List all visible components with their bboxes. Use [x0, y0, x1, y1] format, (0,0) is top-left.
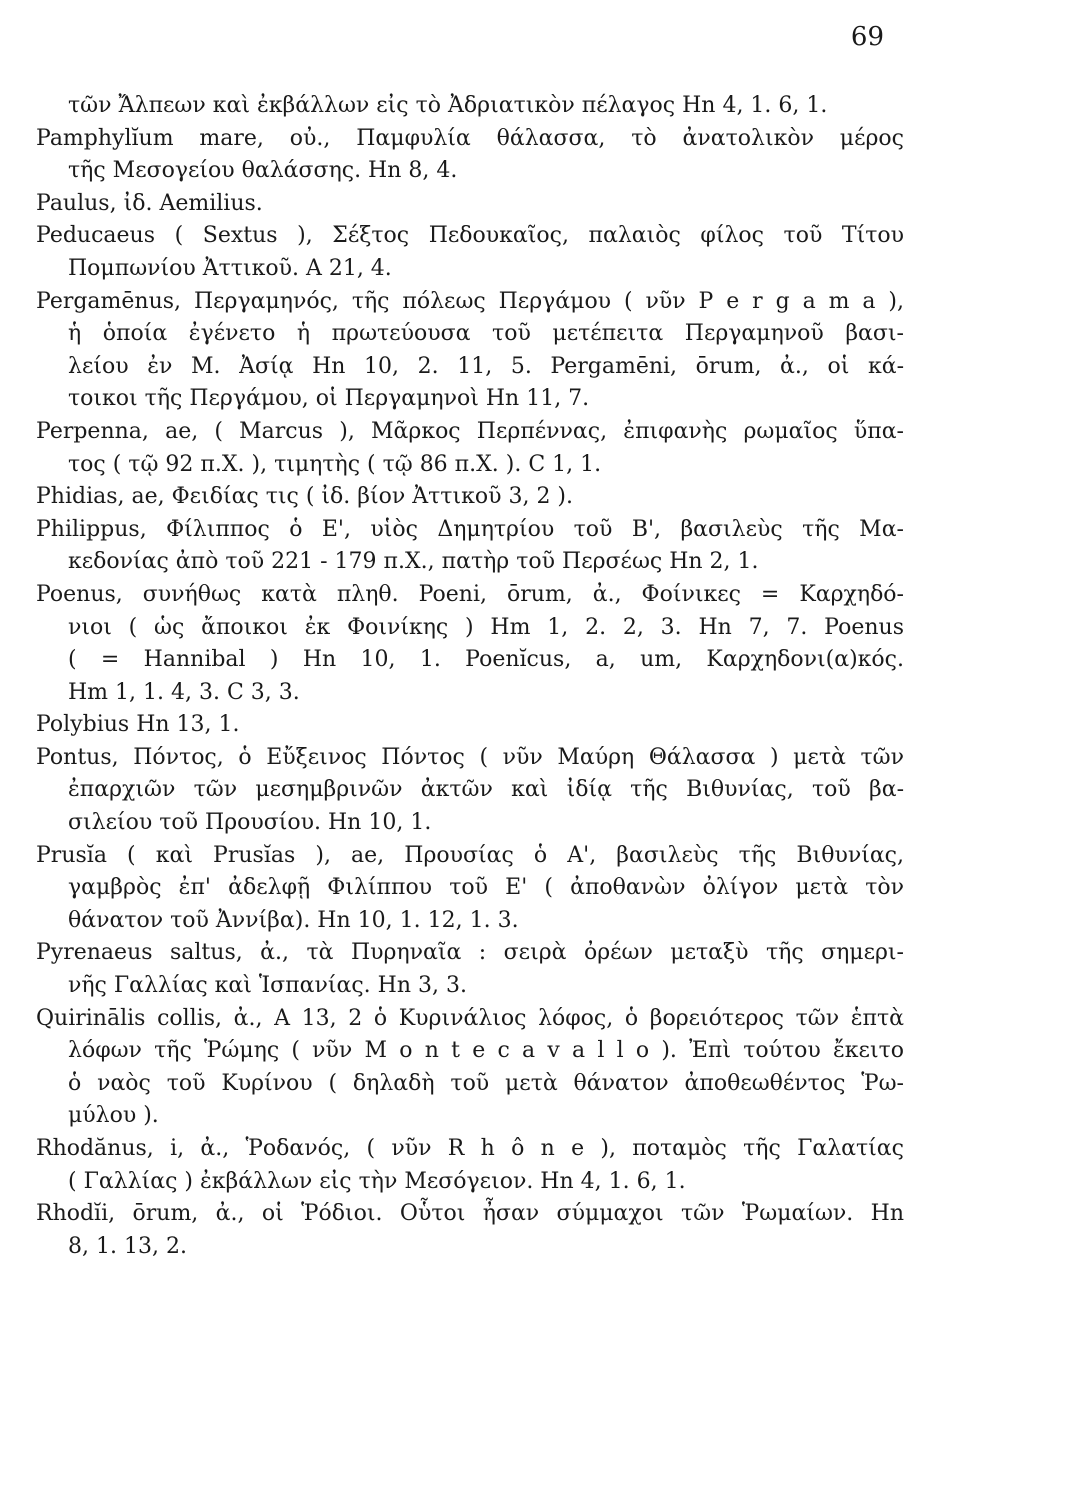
text-line: σιλείου τοῦ Προυσίου. Ηn 10, 1.: [68, 810, 432, 836]
page-number: 69: [850, 22, 884, 52]
text-line: Phidias, ae, Φειδίας τις ( ἰδ. βίον Ἀττικοῦ 3, 2 ).: [36, 484, 574, 510]
text-line: Polybius Ηn 13, 1.: [36, 712, 240, 738]
text-line: τοικοι τῆς Περγάμου, οἱ Περγαμηνοὶ Ηn 11, 7.: [68, 386, 590, 412]
text-line: Pyrenaeus saltus, ἀ., τὰ Πυρηναῖα : σειρὰ ὀρέων μεταξὺ τῆς σημερι-: [36, 940, 904, 966]
text-line: θάνατον τοῦ Ἀννίβα). Ηn 10, 1. 12, 1. 3.: [68, 907, 519, 933]
text-line: Pamphylĭum mare, οὐ., Παμφυλία θάλασσα, τὸ ἀνατολικὸν μέρος: [36, 125, 904, 151]
text-line: Ηm 1, 1. 4, 3. C 3, 3.: [68, 679, 300, 705]
text-line: ( Γαλλίας ) ἐκβάλλων εἰς τὴν Μεσόγειον. Ηn 4, 1. 6, 1.: [68, 1168, 686, 1194]
text-line: Prusĭa ( καὶ Prusĭas ), ae, Προυσίας ὁ Α', βασιλεὺς τῆς Βιθυνίας,: [36, 842, 904, 868]
text-line: Rhodĭi, ōrum, ἀ., οἱ Ῥόδιοι. Οὗτοι ἦσαν σύμμαχοι τῶν Ῥωμαίων. Ηn: [36, 1201, 904, 1227]
text-line: Poenus, συνήθως κατὰ πληθ. Poeni, ōrum, ἀ., Φοίνικες = Καρχηδό-: [36, 581, 904, 607]
text-line: Pontus, Πόντος, ὁ Εὔξεινος Πόντος ( νῦν Μαύρη Θάλασσα ) μετὰ τῶν: [36, 744, 904, 770]
text-line: λείου ἐν Μ. Ἀσίᾳ Ηn 10, 2. 11, 5. Pergamēni, ōrum, ἀ., οἱ κά-: [68, 353, 904, 379]
text-line: Perpenna, ae, ( Marcus ), Μᾶρκος Περπέννας, ἐπιφανὴς ρωμαῖος ὕπα-: [36, 418, 904, 444]
text-line: ἐπαρχιῶν τῶν μεσημβρινῶν ἀκτῶν καὶ ἰδίᾳ τῆς Βιθυνίας, τοῦ βα-: [68, 777, 904, 803]
text-line: γαμβρὸς ἐπ' ἀδελφῇ Φιλίππου τοῦ Ε' ( ἀποθανὼν ὀλίγον μετὰ τὸν: [68, 875, 904, 901]
text-line: νιοι ( ὡς ἄποικοι ἐκ Φοινίκης ) Ηm 1, 2. 2, 3. Ηn 7, 7. Poenus: [68, 614, 904, 640]
text-line: μύλου ).: [68, 1103, 159, 1129]
text-line: τῶν Ἄλπεων καὶ ἐκβάλλων εἰς τὸ Ἀδριατικὸν πέλαγος Ηn 4, 1. 6, 1.: [68, 93, 828, 118]
text-line: κεδονίας ἀπὸ τοῦ 221 - 179 π.Χ., πατὴρ τοῦ Περσέως Ηn 2, 1.: [68, 549, 759, 575]
text-line: Rhodănus, i, ἀ., Ῥοδανός, ( νῦν R h ô n e ), ποταμὸς τῆς Γαλατίας: [36, 1136, 904, 1161]
text-line: νῆς Γαλλίας καὶ Ἱσπανίας. Ηn 3, 3.: [68, 973, 467, 999]
text-line: Paulus, ἰδ. Aemilius.: [36, 190, 263, 216]
text-line: Πομπωνίου Ἀττικοῦ. Α 21, 4.: [68, 255, 392, 281]
text-line: ( = Hannibal ) Ηn 10, 1. Poenĭcus, a, um, Καρχηδονι(α)κός.: [68, 647, 904, 673]
text-line: Philippus, Φίλιππος ὁ Ε', υἱὸς Δημητρίου τοῦ Β', βασιλεὺς τῆς Μα-: [36, 516, 904, 542]
text-line: τῆς Μεσογείου θαλάσσης. Ηn 8, 4.: [68, 158, 458, 184]
text-line: τος ( τῷ 92 π.Χ. ), τιμητὴς ( τῷ 86 π.Χ. ). C 1, 1.: [68, 451, 602, 477]
glossary-entries: [36, 90, 904, 1263]
text-line: Quirinālis collis, ἀ., A 13, 2 ὁ Κυρινάλιος λόφος, ὁ βορειότερος τῶν ἑπτὰ: [36, 1005, 904, 1031]
text-line: Pergamēnus, Περγαμηνός, τῆς πόλεως Περγάμου ( νῦν P e r g a m a ),: [36, 288, 904, 314]
text-line: 8, 1. 13, 2.: [68, 1233, 187, 1259]
text-line: Peducaeus ( Sextus ), Σέξτος Πεδουκαῖος, παλαιὸς φίλος τοῦ Τίτου: [36, 223, 904, 249]
text-line: ἡ ὁποία ἐγένετο ἡ πρωτεύουσα τοῦ μετέπειτα Περγαμηνοῦ βασι-: [68, 321, 904, 347]
text-line: λόφων τῆς Ῥώμης ( νῦν M o n t e c a v a l l o ). Ἐπὶ τούτου ἔκειτο: [68, 1038, 904, 1064]
text-line: ὁ ναὸς τοῦ Κυρίνου ( δηλαδὴ τοῦ μετὰ θάνατον ἀποθεωθέντος Ῥω-: [68, 1070, 904, 1096]
